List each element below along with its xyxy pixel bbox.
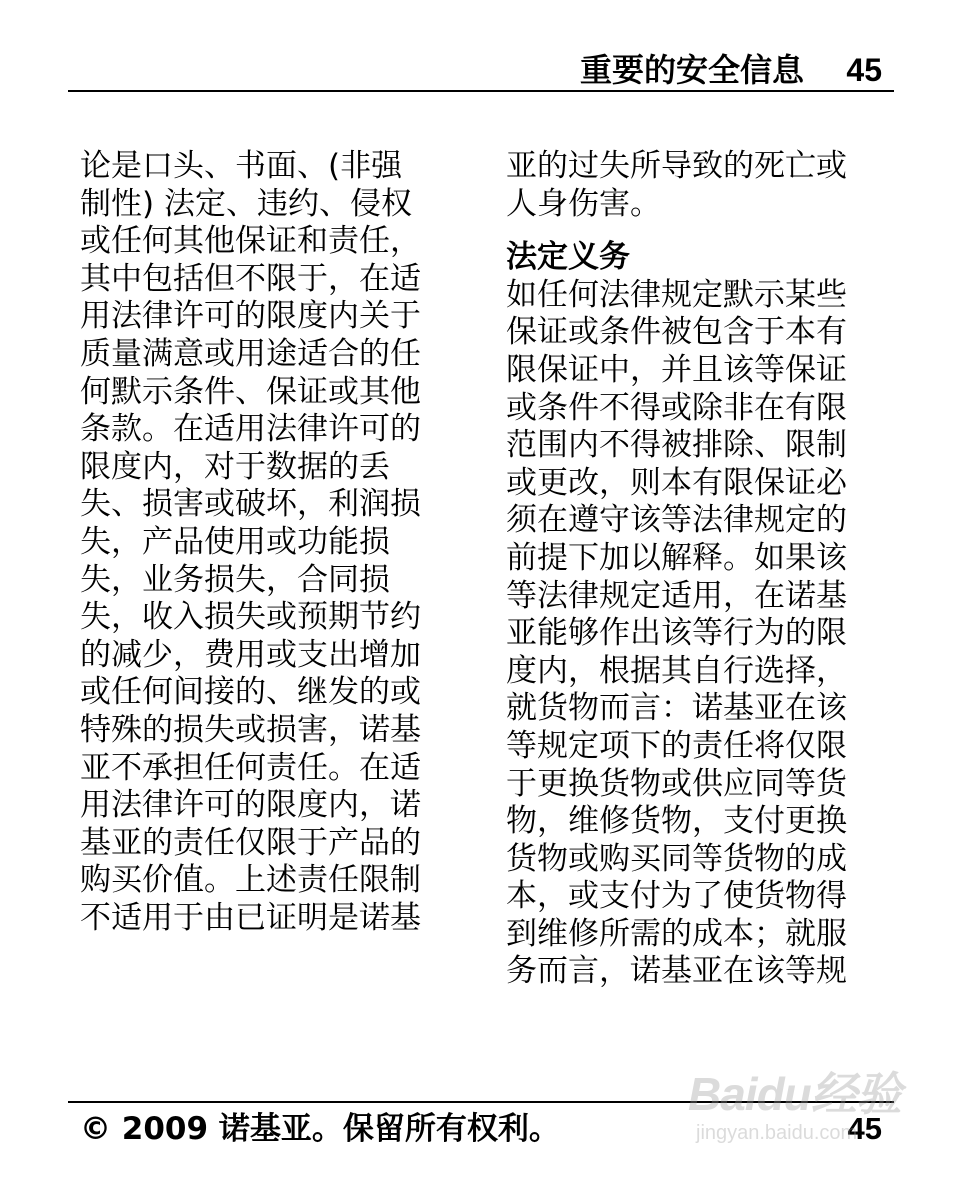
right-line: 本，或支付为了使货物得 (506, 878, 847, 915)
right-line: 务而言，诺基亚在该等规 (506, 953, 847, 990)
left-line: 购买价值。上述责任限制 (80, 862, 421, 899)
left-line: 失，产品使用或功能损 (80, 523, 390, 560)
right-line: 如任何法律规定默示某些 (506, 276, 847, 313)
right-line: 亚能够作出该等行为的限 (506, 615, 847, 652)
left-line: 的减少，费用或支出增加 (80, 636, 421, 673)
right-line: 于更换货物或供应同等货 (506, 765, 847, 802)
left-line: 失，收入损失或预期节约 (80, 599, 421, 636)
left-line: 特殊的损失或损害，诺基 (80, 711, 421, 748)
footer-copyright: © 2009 诺基亚。保留所有权利。 (80, 1111, 560, 1147)
page-header (68, 48, 894, 92)
left-line: 制性) 法定、违约、侵权 (80, 185, 412, 222)
watermark-url: jingyan.baidu.com (696, 1122, 858, 1144)
footer-page-number: 45 (847, 1111, 882, 1146)
right-column (506, 148, 894, 991)
left-line: 失，业务损失，合同损 (80, 561, 390, 598)
right-line: 范围内不得被排除、限制 (506, 427, 847, 464)
right-line: 物，维修货物，支付更换 (506, 803, 847, 840)
left-line: 其中包括但不限于，在适 (80, 260, 421, 297)
left-line: 或任何间接的、继发的或 (80, 674, 421, 711)
right-line: 度内，根据其自行选择， (506, 652, 847, 689)
right-intro-line: 人身伤害。 (506, 185, 661, 222)
right-intro-line: 亚的过失所导致的死亡或 (506, 148, 847, 184)
left-line: 何默示条件、保证或其他 (80, 373, 421, 410)
left-line: 限度内，对于数据的丢 (80, 448, 390, 485)
left-line: 亚不承担任何责任。在适 (80, 749, 421, 786)
left-column (80, 148, 468, 937)
left-line: 基亚的责任仅限于产品的 (80, 824, 421, 861)
watermark-logo: Baidu经验 (688, 1068, 901, 1120)
baidu-watermark (684, 1058, 914, 1154)
right-line: 或更改，则本有限保证必 (506, 464, 847, 501)
right-line: 货物或购买同等货物的成 (506, 840, 847, 877)
section-heading: 法定义务 (506, 239, 630, 276)
left-line: 用法律许可的限度内，诺 (80, 787, 421, 824)
right-line: 须在遵守该等法律规定的 (506, 502, 847, 539)
left-line: 质量满意或用途适合的任 (80, 335, 421, 372)
left-line: 用法律许可的限度内关于 (80, 298, 421, 335)
left-line: 条款。在适用法律许可的 (80, 411, 421, 448)
right-line: 或条件不得或除非在有限 (506, 389, 847, 426)
right-line: 等规定项下的责任将仅限 (506, 727, 847, 764)
right-line: 就货物而言：诺基亚在该 (506, 690, 847, 727)
right-line: 前提下加以解释。如果该 (506, 539, 847, 576)
right-line: 到维修所需的成本；就服 (506, 915, 847, 952)
left-line: 或任何其他保证和责任， (80, 223, 421, 260)
right-line: 等法律规定适用，在诺基 (506, 577, 847, 614)
header-page-number: 45 (846, 52, 882, 88)
left-line: 论是口头、书面、(非强 (80, 148, 403, 184)
left-line: 不适用于由已证明是诺基 (80, 899, 421, 936)
section-gap (506, 223, 894, 239)
right-line: 保证或条件被包含于本有 (506, 314, 847, 351)
left-line: 失、损害或破坏，利润损 (80, 486, 421, 523)
right-line: 限保证中，并且该等保证 (506, 351, 847, 388)
header-title: 重要的安全信息 (579, 51, 804, 89)
